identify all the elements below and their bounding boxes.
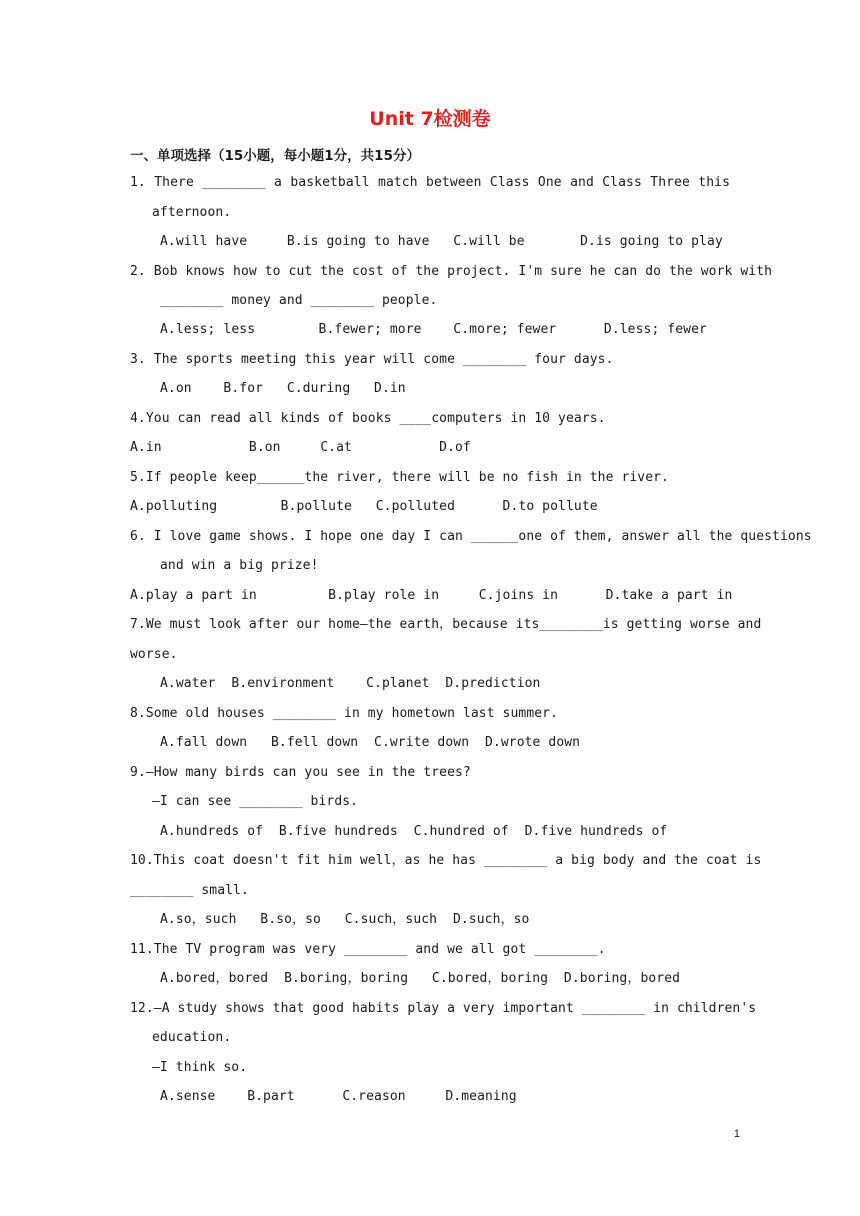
question-12-stem: 12.—A study shows that good habits play a very important ________ in children's bbox=[130, 1001, 757, 1016]
document-title: Unit 7检测卷 bbox=[369, 108, 491, 130]
question-5-stem: 5.If people keep______the river, there will be no fish in the river. bbox=[130, 470, 670, 485]
question-3-options: A.on B.for C.during D.in bbox=[160, 381, 406, 396]
question-9-reply: —I can see ________ birds. bbox=[152, 794, 359, 809]
question-10-stem: 10.This coat doesn't fit him well，as he has ________ a big body and the coat is bbox=[130, 853, 762, 868]
question-7-options: A.water B.environment C.planet D.prediction bbox=[160, 676, 541, 691]
question-1-options: A.will have B.is going to have C.will be D.is going to play bbox=[160, 234, 723, 249]
question-8-stem: 8.Some old houses ________ in my hometown last summer. bbox=[130, 706, 559, 721]
question-4-options: A.in B.on C.at D.of bbox=[130, 440, 471, 455]
section-heading: 一、单项选择（15小题，每小题1分，共15分） bbox=[130, 148, 420, 164]
question-12-options: A.sense B.part C.reason D.meaning bbox=[160, 1089, 517, 1104]
question-6-options: A.play a part in B.play role in C.joins in D.take a part in bbox=[130, 588, 733, 603]
question-9-options: A.hundreds of B.five hundreds C.hundred of D.five hundreds of bbox=[160, 824, 668, 839]
question-2-stem-continued: ________ money and ________ people. bbox=[160, 293, 438, 308]
question-8-options: A.fall down B.fell down C.write down D.wrote down bbox=[160, 735, 581, 750]
question-4-stem: 4.You can read all kinds of books ____computers in 10 years. bbox=[130, 411, 606, 426]
question-11-options: A.bored，bored B.boring，boring C.bored，boring D.boring，bored bbox=[160, 971, 681, 986]
question-11-stem: 11.The TV program was very ________ and we all got ________. bbox=[130, 942, 606, 957]
question-6-stem-continued: and win a big prize! bbox=[160, 558, 319, 573]
question-12-stem-continued: education. bbox=[152, 1030, 232, 1045]
question-5-options: A.polluting B.pollute C.polluted D.to pollute bbox=[130, 499, 598, 514]
question-7-stem: 7.We must look after our home—the earth，because its________is getting worse and bbox=[130, 617, 762, 632]
question-1-stem: 1. There ________ a basketball match between Class One and Class Three this bbox=[130, 175, 730, 190]
question-1-stem-continued: afternoon. bbox=[152, 205, 232, 220]
question-10-stem-continued: ________ small. bbox=[130, 883, 249, 898]
question-7-stem-continued: worse. bbox=[130, 647, 178, 662]
question-10-options: A.so，such B.so，so C.such，such D.such，so bbox=[160, 912, 530, 927]
page-number: 1 bbox=[733, 1128, 740, 1140]
question-3-stem: 3. The sports meeting this year will come ________ four days. bbox=[130, 352, 614, 367]
question-12-reply: —I think so. bbox=[152, 1060, 248, 1075]
question-6-stem: 6. I love game shows. I hope one day I can ______one of them, answer all the questions bbox=[130, 529, 812, 544]
question-2-stem: 2. Bob knows how to cut the cost of the project. I'm sure he can do the work with bbox=[130, 264, 773, 279]
question-2-options: A.less; less B.fewer; more C.more; fewer D.less; fewer bbox=[160, 322, 707, 337]
question-9-stem: 9.—How many birds can you see in the trees? bbox=[130, 765, 471, 780]
